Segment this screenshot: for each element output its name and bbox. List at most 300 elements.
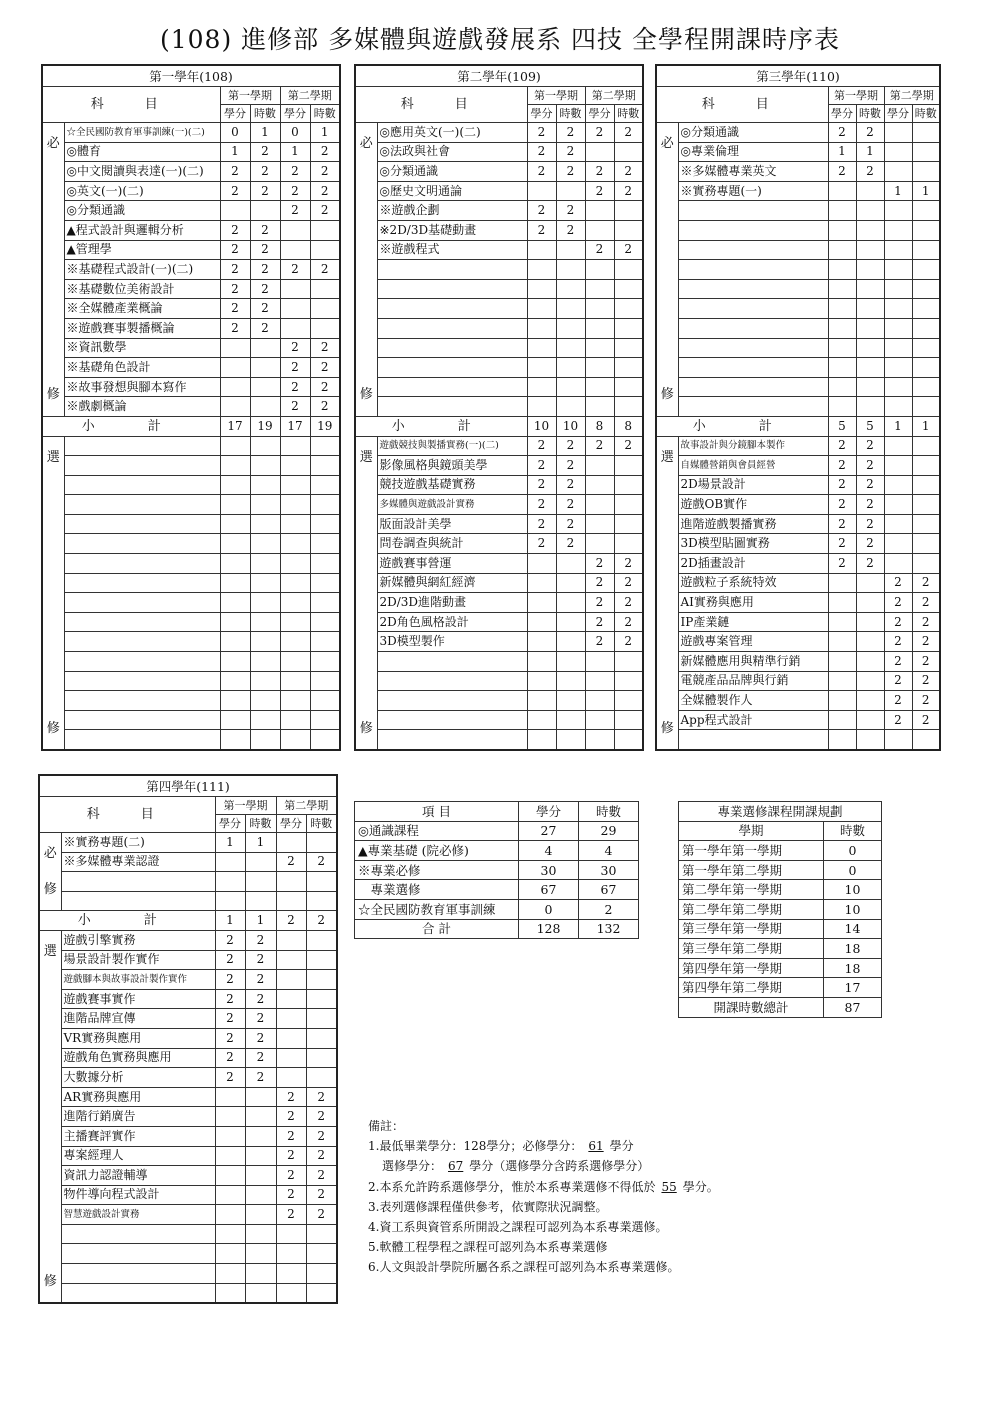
- course-value: [306, 1244, 337, 1264]
- subtotal-value: 8: [585, 416, 614, 436]
- course-value: [856, 730, 884, 750]
- course-value: 2: [828, 456, 856, 476]
- course-value: [884, 436, 912, 456]
- course-value: [884, 554, 912, 574]
- course-name: [678, 220, 828, 240]
- plan-header-hours: 時數: [824, 821, 882, 841]
- section-char: 修: [43, 881, 57, 897]
- course-value: [828, 671, 856, 691]
- course-row: [42, 554, 340, 574]
- required-section-label: [39, 833, 61, 911]
- course-value: [585, 338, 614, 358]
- course-value: [828, 397, 856, 417]
- course-value: [215, 1283, 245, 1303]
- course-value: [585, 534, 614, 554]
- course-value: [556, 397, 585, 417]
- summary-header-item: 項 目: [355, 802, 519, 822]
- course-row: [42, 260, 340, 280]
- course-value: 2: [280, 338, 310, 358]
- course-value: [856, 318, 884, 338]
- course-name: ◎歷史文明通論: [377, 181, 527, 201]
- course-value: 2: [884, 652, 912, 672]
- course-row: [656, 456, 940, 476]
- course-value: 2: [276, 1146, 306, 1166]
- course-value: [884, 162, 912, 182]
- course-value: 2: [556, 514, 585, 534]
- subtotal-value: 5: [828, 416, 856, 436]
- course-value: [884, 220, 912, 240]
- course-value: 2: [585, 573, 614, 593]
- course-name: ※全媒體產業概論: [64, 299, 220, 319]
- course-value: 2: [280, 162, 310, 182]
- course-value: [220, 671, 250, 691]
- course-value: [220, 612, 250, 632]
- course-name: 主播賽評實作: [61, 1126, 215, 1146]
- section-char: 修: [46, 720, 60, 736]
- plan-semester: 開課時數總計: [679, 997, 824, 1017]
- subject-header: 科 目: [355, 87, 527, 123]
- course-value: 2: [276, 852, 306, 872]
- course-row: [39, 1185, 337, 1205]
- course-value: [828, 299, 856, 319]
- hours-header: 時數: [556, 105, 585, 123]
- course-value: 2: [585, 632, 614, 652]
- course-value: 2: [280, 377, 310, 397]
- course-value: 2: [912, 652, 940, 672]
- course-value: [614, 397, 643, 417]
- course-value: 1: [912, 181, 940, 201]
- course-value: [556, 554, 585, 574]
- course-row: [355, 279, 643, 299]
- plan-semester: 第二學年第一學期: [679, 880, 824, 900]
- course-name: ※故事發想與腳本寫作: [64, 377, 220, 397]
- course-value: [306, 989, 337, 1009]
- course-value: [280, 436, 310, 456]
- course-value: 2: [912, 671, 940, 691]
- course-value: [245, 891, 276, 911]
- subtotal-value: 1: [215, 911, 245, 931]
- course-value: 2: [912, 612, 940, 632]
- course-row: [39, 891, 337, 911]
- year-header-row: [656, 65, 940, 87]
- plan-hours: 0: [824, 841, 882, 861]
- course-value: [585, 142, 614, 162]
- plan-row: [679, 841, 882, 861]
- year-header-row: [39, 775, 337, 797]
- course-row: [656, 730, 940, 750]
- course-value: [220, 475, 250, 495]
- course-value: [250, 475, 280, 495]
- course-value: [556, 710, 585, 730]
- summary-header-hours: 時數: [579, 802, 639, 822]
- course-value: [585, 456, 614, 476]
- course-value: [310, 593, 340, 613]
- course-row: [355, 632, 643, 652]
- course-name: ※戲劇概論: [64, 397, 220, 417]
- course-row: [42, 240, 340, 260]
- course-value: [215, 1224, 245, 1244]
- course-value: 2: [220, 260, 250, 280]
- course-value: [250, 495, 280, 515]
- course-value: [310, 554, 340, 574]
- course-value: 2: [310, 338, 340, 358]
- course-value: [306, 891, 337, 911]
- course-value: [585, 260, 614, 280]
- course-value: 1: [310, 123, 340, 143]
- course-row: [656, 358, 940, 378]
- course-name: [61, 1264, 215, 1284]
- course-value: 2: [280, 181, 310, 201]
- summary-total-credit: 128: [519, 919, 579, 939]
- course-name: ※基礎角色設計: [64, 358, 220, 378]
- year-3-table: [655, 64, 941, 751]
- course-value: [310, 279, 340, 299]
- plan-row: [679, 997, 882, 1017]
- course-value: [614, 514, 643, 534]
- course-value: [527, 652, 556, 672]
- year-title: 第二學年(109): [355, 65, 643, 87]
- course-value: [527, 691, 556, 711]
- course-value: [250, 436, 280, 456]
- course-value: 2: [828, 534, 856, 554]
- course-value: 1: [250, 123, 280, 143]
- course-value: [306, 950, 337, 970]
- course-value: [280, 730, 310, 750]
- course-value: [250, 377, 280, 397]
- course-name: 影像風格與鏡頭美學: [377, 456, 527, 476]
- subtotal-value: 19: [250, 416, 280, 436]
- course-value: 2: [250, 260, 280, 280]
- course-row: [39, 1244, 337, 1264]
- course-value: 2: [527, 162, 556, 182]
- subtotal-value: 19: [310, 416, 340, 436]
- course-value: [828, 573, 856, 593]
- course-value: 2: [276, 1126, 306, 1146]
- course-value: [585, 299, 614, 319]
- course-value: 2: [220, 240, 250, 260]
- course-value: 2: [884, 573, 912, 593]
- course-value: [856, 377, 884, 397]
- plan-semester: 第三學年第二學期: [679, 939, 824, 959]
- course-value: 2: [280, 201, 310, 221]
- course-value: [828, 710, 856, 730]
- course-value: [280, 554, 310, 574]
- course-value: 2: [585, 162, 614, 182]
- course-value: [310, 573, 340, 593]
- semester-header-row: [355, 87, 643, 105]
- course-value: [250, 652, 280, 672]
- course-row: [39, 950, 337, 970]
- remarks: [368, 1116, 719, 1278]
- course-name: 電競產品品牌與行銷: [678, 671, 828, 691]
- course-name: ※基礎數位美術設計: [64, 279, 220, 299]
- course-value: [215, 872, 245, 892]
- course-value: 2: [828, 123, 856, 143]
- course-value: [310, 671, 340, 691]
- course-value: [556, 279, 585, 299]
- course-row: [42, 514, 340, 534]
- course-value: 2: [585, 181, 614, 201]
- course-value: 2: [585, 123, 614, 143]
- course-value: 2: [306, 1205, 337, 1225]
- course-row: [355, 475, 643, 495]
- course-value: [912, 495, 940, 515]
- credit-header: 學分: [280, 105, 310, 123]
- summary-hours: 30: [579, 860, 639, 880]
- course-value: 2: [527, 142, 556, 162]
- course-value: [280, 514, 310, 534]
- course-value: [220, 201, 250, 221]
- course-value: 2: [527, 495, 556, 515]
- course-value: [556, 260, 585, 280]
- summary-row: [355, 899, 639, 919]
- course-value: [556, 632, 585, 652]
- course-name: 版面設計美學: [377, 514, 527, 534]
- course-value: [276, 1068, 306, 1088]
- course-value: [912, 436, 940, 456]
- course-name: 3D模型製作: [377, 632, 527, 652]
- course-value: [220, 710, 250, 730]
- course-value: 2: [250, 181, 280, 201]
- course-row: [42, 691, 340, 711]
- course-value: 2: [310, 181, 340, 201]
- course-value: [912, 456, 940, 476]
- course-value: [245, 1126, 276, 1146]
- course-row: [656, 123, 940, 143]
- course-value: [556, 299, 585, 319]
- course-value: [585, 377, 614, 397]
- course-value: [280, 456, 310, 476]
- section-char: 必: [660, 136, 674, 152]
- course-value: 2: [614, 612, 643, 632]
- course-value: [276, 1264, 306, 1284]
- course-value: [527, 730, 556, 750]
- section-char: 選: [359, 449, 373, 465]
- course-value: [614, 691, 643, 711]
- course-value: [585, 730, 614, 750]
- course-value: 2: [556, 220, 585, 240]
- course-row: [42, 573, 340, 593]
- course-name: ◎應用英文(一)(二): [377, 123, 527, 143]
- course-value: 2: [306, 1107, 337, 1127]
- course-value: 2: [884, 632, 912, 652]
- course-value: [912, 162, 940, 182]
- course-value: [585, 652, 614, 672]
- course-value: [614, 279, 643, 299]
- course-value: [828, 201, 856, 221]
- course-value: [556, 181, 585, 201]
- course-value: [306, 1224, 337, 1244]
- course-value: 2: [245, 1028, 276, 1048]
- course-value: [856, 671, 884, 691]
- course-name: ※資訊數學: [64, 338, 220, 358]
- course-name: App程式設計: [678, 710, 828, 730]
- course-value: 2: [828, 475, 856, 495]
- course-value: 2: [527, 123, 556, 143]
- course-name: [64, 495, 220, 515]
- course-value: [884, 475, 912, 495]
- semester-header-row: [39, 797, 337, 815]
- course-value: 2: [585, 593, 614, 613]
- course-name: ◎分類通識: [377, 162, 527, 182]
- course-value: [556, 652, 585, 672]
- course-value: [276, 1283, 306, 1303]
- course-name: 遊戲競技與製播實務(一)(二): [377, 436, 527, 456]
- course-value: 2: [276, 1185, 306, 1205]
- course-value: [912, 397, 940, 417]
- course-row: [39, 833, 337, 853]
- course-value: [828, 181, 856, 201]
- summary-hours: 29: [579, 821, 639, 841]
- course-value: [310, 632, 340, 652]
- section-char: 修: [359, 720, 373, 736]
- course-row: [39, 1146, 337, 1166]
- summary-row: [355, 841, 639, 861]
- course-name: 遊戲OB實作: [678, 495, 828, 515]
- course-value: [280, 632, 310, 652]
- course-value: [310, 299, 340, 319]
- course-value: [527, 573, 556, 593]
- course-value: [306, 872, 337, 892]
- course-name: [64, 534, 220, 554]
- course-value: 2: [220, 181, 250, 201]
- course-value: [856, 358, 884, 378]
- course-value: [856, 240, 884, 260]
- subtotal-value: 1: [912, 416, 940, 436]
- course-name: [64, 554, 220, 574]
- course-name: 遊戲賽事營運: [377, 554, 527, 574]
- course-value: [215, 1166, 245, 1186]
- course-value: [912, 318, 940, 338]
- course-value: [912, 358, 940, 378]
- summary-credit: 67: [519, 880, 579, 900]
- course-row: [39, 970, 337, 990]
- subtotal-value: 17: [280, 416, 310, 436]
- course-row: [656, 279, 940, 299]
- course-row: [42, 299, 340, 319]
- course-row: [355, 397, 643, 417]
- course-value: [280, 612, 310, 632]
- course-row: [39, 872, 337, 892]
- course-row: [39, 1166, 337, 1186]
- course-value: [828, 358, 856, 378]
- course-value: [250, 534, 280, 554]
- course-value: [220, 514, 250, 534]
- course-row: [355, 554, 643, 574]
- course-value: [884, 377, 912, 397]
- course-row: [42, 338, 340, 358]
- semester-2-header: 第二學期: [585, 87, 643, 105]
- plan-hours: 18: [824, 939, 882, 959]
- course-value: [828, 612, 856, 632]
- course-value: 2: [215, 989, 245, 1009]
- course-value: [245, 852, 276, 872]
- course-value: [828, 652, 856, 672]
- course-name: [678, 377, 828, 397]
- course-value: 2: [556, 162, 585, 182]
- course-value: [527, 240, 556, 260]
- course-row: [39, 989, 337, 1009]
- course-value: 2: [280, 260, 310, 280]
- course-name: 遊戲角色實務與應用: [61, 1048, 215, 1068]
- course-value: 0: [220, 123, 250, 143]
- course-value: [556, 318, 585, 338]
- elective-section-label: [656, 436, 678, 750]
- course-name: ◎分類通識: [64, 201, 220, 221]
- course-value: [912, 514, 940, 534]
- course-row: [656, 691, 940, 711]
- course-value: 2: [527, 201, 556, 221]
- summary-header-row: [355, 802, 639, 822]
- course-value: 2: [276, 1107, 306, 1127]
- subject-header: 科 目: [656, 87, 828, 123]
- course-row: [656, 181, 940, 201]
- course-value: 2: [306, 852, 337, 872]
- course-row: [355, 573, 643, 593]
- course-value: [556, 240, 585, 260]
- course-name: [377, 397, 527, 417]
- course-value: [912, 377, 940, 397]
- plan-hours: 10: [824, 899, 882, 919]
- course-value: [585, 710, 614, 730]
- section-char: 修: [660, 720, 674, 736]
- course-value: [306, 1264, 337, 1284]
- course-value: 2: [527, 514, 556, 534]
- summary-row: [355, 821, 639, 841]
- course-value: 2: [856, 456, 884, 476]
- course-name: ◎英文(一)(二): [64, 181, 220, 201]
- course-value: [280, 220, 310, 240]
- course-value: [280, 671, 310, 691]
- course-value: [310, 475, 340, 495]
- course-value: [527, 593, 556, 613]
- course-row: [355, 456, 643, 476]
- course-value: [912, 279, 940, 299]
- section-char: 選: [46, 449, 60, 465]
- subject-header: 科 目: [39, 797, 215, 833]
- course-name: [377, 260, 527, 280]
- course-value: [280, 593, 310, 613]
- course-value: [912, 534, 940, 554]
- course-row: [42, 534, 340, 554]
- summary-hours: 2: [579, 899, 639, 919]
- course-value: 2: [912, 632, 940, 652]
- course-value: 2: [556, 456, 585, 476]
- course-value: [828, 260, 856, 280]
- summary-item: ※專業必修: [355, 860, 519, 880]
- course-value: [245, 1185, 276, 1205]
- course-value: [215, 1087, 245, 1107]
- course-value: 2: [220, 318, 250, 338]
- course-value: 2: [276, 1166, 306, 1186]
- course-value: 2: [614, 240, 643, 260]
- course-value: 2: [310, 201, 340, 221]
- plan-hours: 18: [824, 958, 882, 978]
- course-name: ◎法政與社會: [377, 142, 527, 162]
- course-value: [250, 612, 280, 632]
- course-name: [64, 436, 220, 456]
- course-value: [250, 338, 280, 358]
- course-value: 2: [250, 220, 280, 240]
- course-value: 2: [527, 220, 556, 240]
- course-value: [614, 260, 643, 280]
- credit-header: 學分: [276, 815, 306, 833]
- semester-header-row: [42, 87, 340, 105]
- course-row: [42, 123, 340, 143]
- course-value: 2: [585, 240, 614, 260]
- course-value: 2: [220, 220, 250, 240]
- course-row: [42, 181, 340, 201]
